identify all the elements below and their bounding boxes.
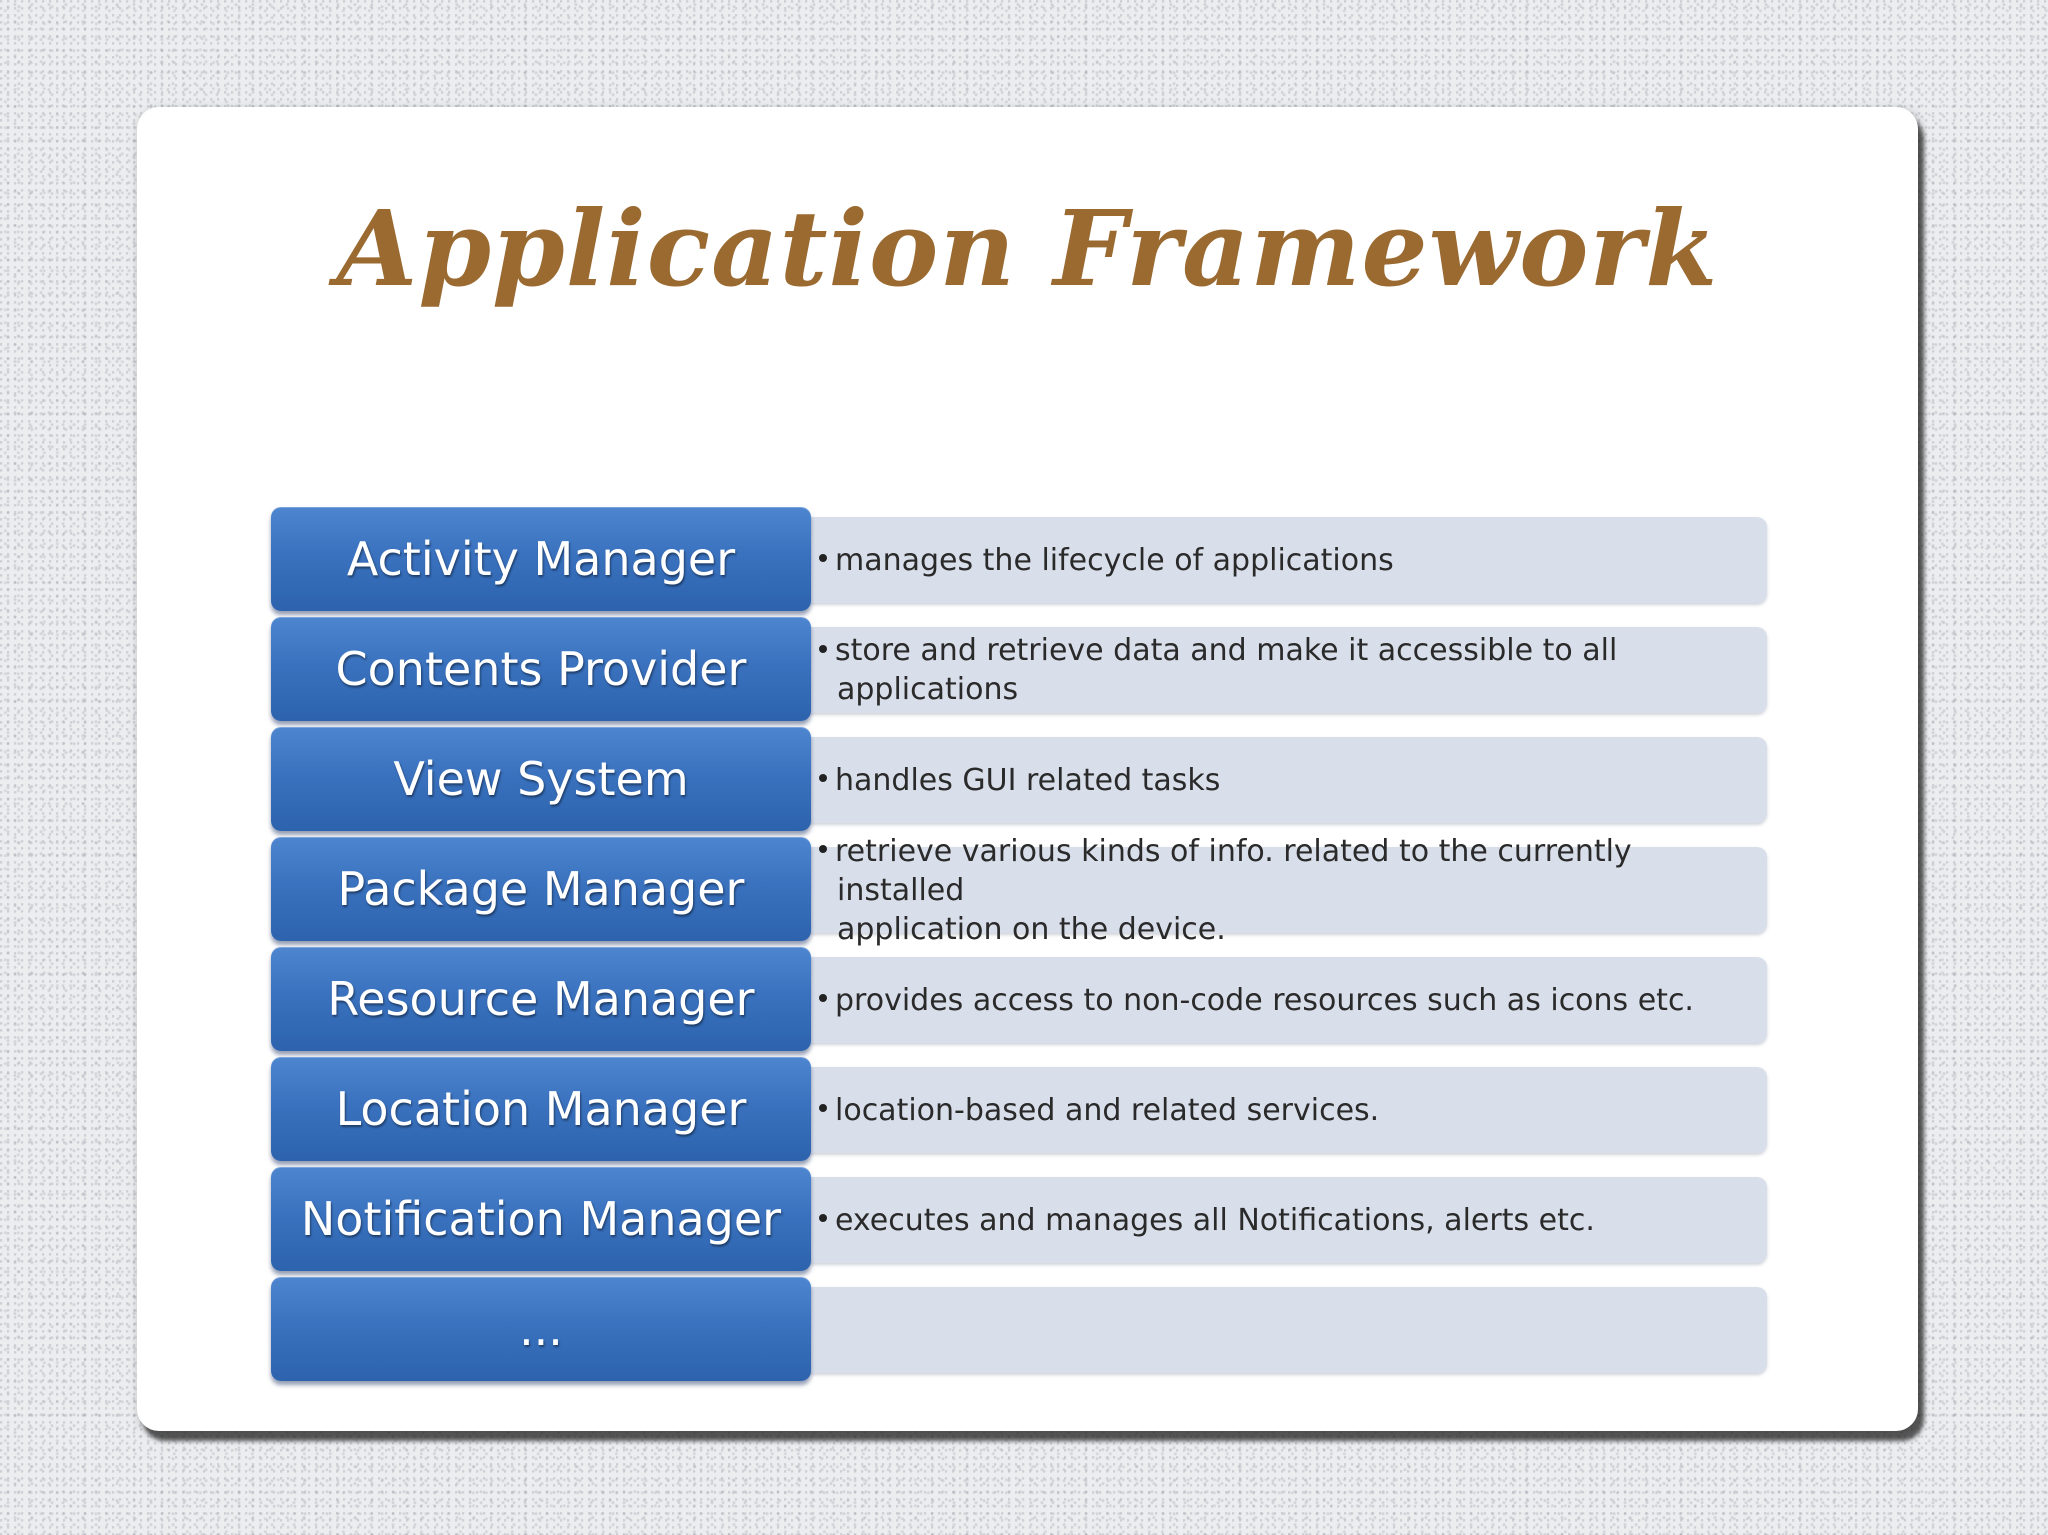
component-description-text [819, 832, 1737, 949]
component-description: provides access to non-code resources such as icons etc. [835, 982, 1694, 1018]
component-description-text [819, 631, 1737, 709]
component-description-text [819, 761, 1220, 800]
component-description: store and retrieve data and make it accessible to all applications [835, 633, 1618, 707]
component-description: retrieve various kinds of info. related to the currently installed application on the device. [835, 833, 1632, 947]
component-name: Package Manager [271, 837, 811, 941]
component-row [271, 1057, 1771, 1167]
component-description-box [791, 957, 1767, 1043]
slide [137, 107, 1918, 1431]
bullet-icon [819, 994, 827, 1002]
component-name: Resource Manager [271, 947, 811, 1051]
slide-title: Application Framework [336, 187, 1719, 310]
component-description-box [791, 1067, 1767, 1153]
component-description-box [791, 517, 1767, 603]
component-description: location-based and related services. [835, 1092, 1380, 1128]
component-name: ... [271, 1277, 811, 1381]
component-row [271, 947, 1771, 1057]
component-row [271, 1277, 1771, 1387]
component-name: Notification Manager [271, 1167, 811, 1271]
component-description-text [819, 981, 1694, 1020]
component-name: Activity Manager [271, 507, 811, 611]
framework-component-list [271, 507, 1771, 1387]
component-name: Location Manager [271, 1057, 811, 1161]
component-name: Contents Provider [271, 617, 811, 721]
component-description: executes and manages all Notifications, alerts etc. [835, 1202, 1595, 1238]
component-row [271, 727, 1771, 837]
component-row [271, 833, 1771, 947]
component-row [271, 1167, 1771, 1277]
component-name: View System [271, 727, 811, 831]
component-row [271, 617, 1771, 727]
component-description-box [791, 1177, 1767, 1263]
component-description-box [791, 737, 1767, 823]
bullet-icon [819, 1214, 827, 1222]
component-description-box [791, 1287, 1767, 1373]
component-description-text [819, 1091, 1379, 1130]
bullet-icon [819, 845, 827, 853]
component-description-box [791, 833, 1767, 947]
bullet-icon [819, 774, 827, 782]
bullet-icon [819, 554, 827, 562]
component-row [271, 507, 1771, 617]
component-description: manages the lifecycle of applications [835, 542, 1394, 578]
component-description-text [819, 1201, 1595, 1240]
component-description: handles GUI related tasks [835, 762, 1221, 798]
component-description-box [791, 627, 1767, 713]
component-description-text [819, 541, 1394, 580]
bullet-icon [819, 1104, 827, 1112]
bullet-icon [819, 645, 827, 653]
